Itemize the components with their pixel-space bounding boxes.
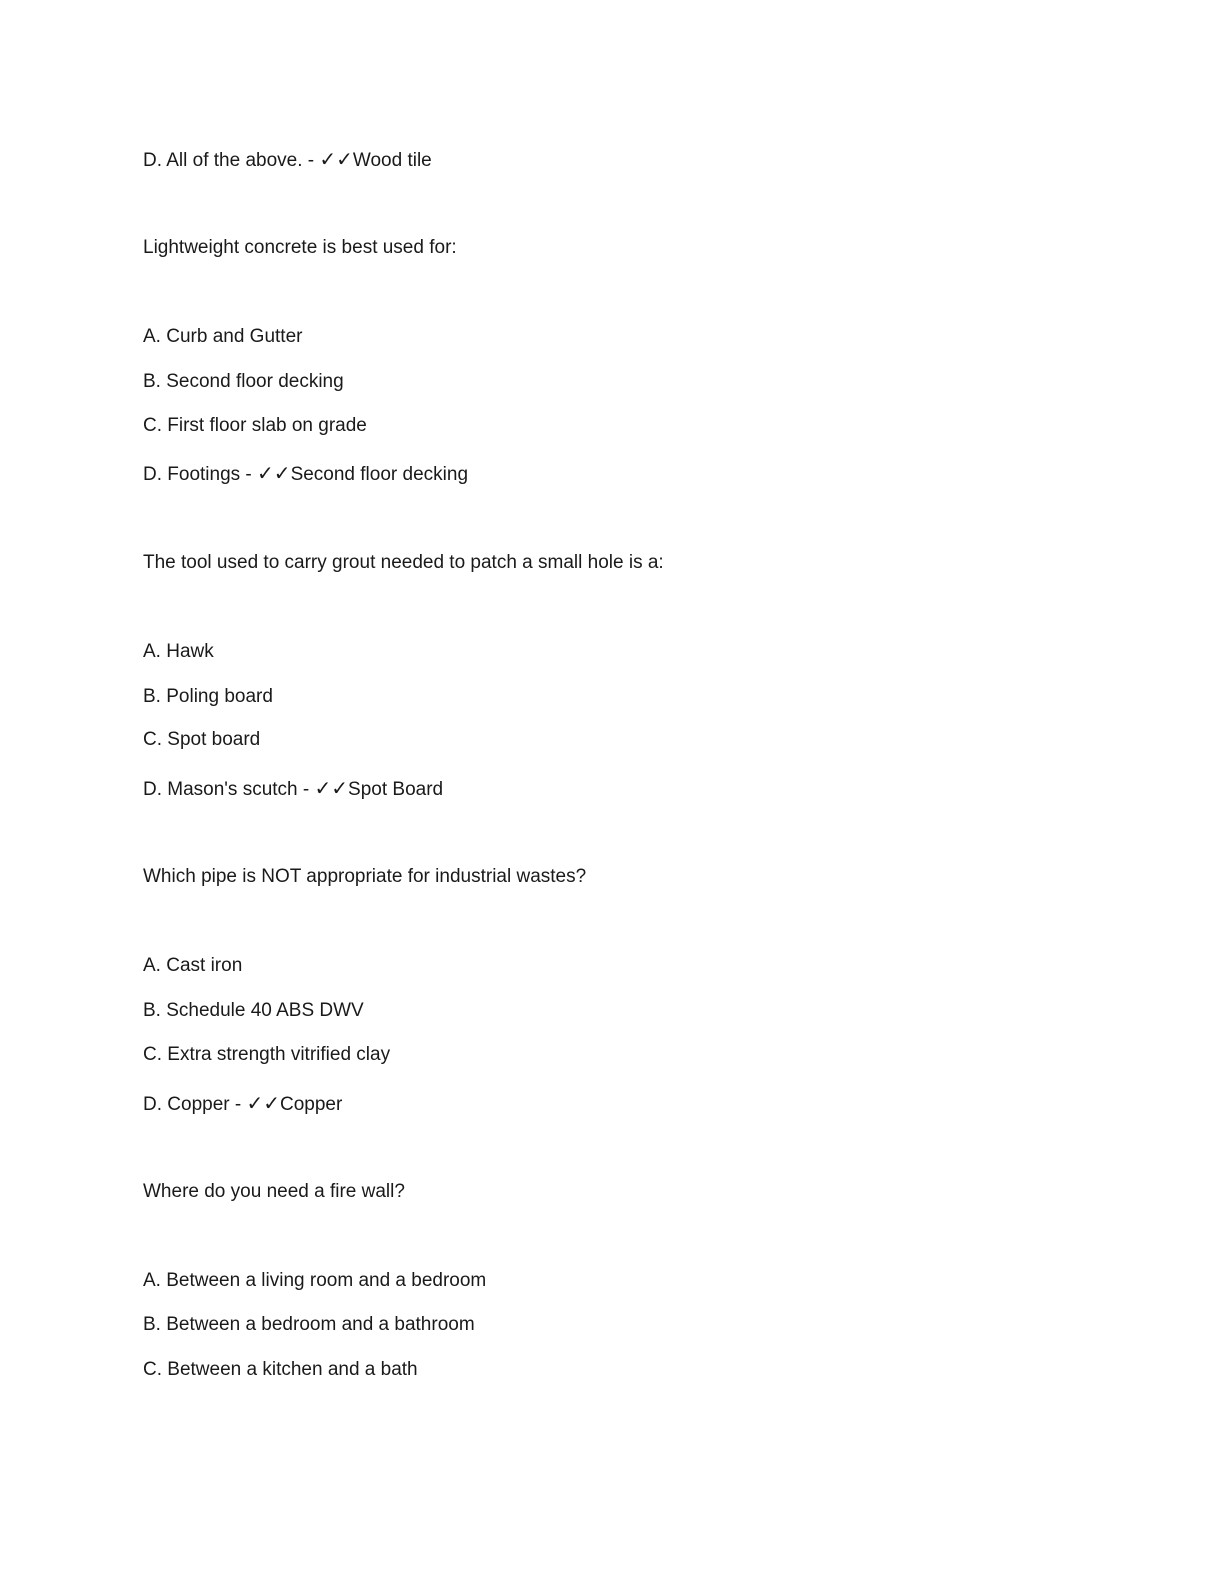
question-1-option-b: B. Second floor decking: [143, 371, 344, 392]
question-3-option-d-text: D. Copper -: [143, 1094, 247, 1115]
question-2-option-c: C. Spot board: [143, 729, 261, 750]
question-3-option-b: B. Schedule 40 ABS DWV: [143, 1000, 364, 1021]
question-3-option-c: C. Extra strength vitrified clay: [143, 1044, 391, 1065]
question-1-option-c: C. First floor slab on grade: [143, 415, 367, 436]
intro-answer-value: Wood tile: [352, 150, 432, 171]
question-3-text: Which pipe is NOT appropriate for industrial wastes?: [143, 866, 587, 887]
question-3-option-d: [143, 1091, 342, 1117]
double-check-icon: ✓✓: [314, 776, 349, 800]
question-4-option-b: B. Between a bedroom and a bathroom: [143, 1314, 475, 1335]
double-check-icon: ✓✓: [246, 1091, 280, 1115]
question-1-text: Lightweight concrete is best used for:: [143, 237, 457, 258]
question-4-text: Where do you need a fire wall?: [143, 1181, 405, 1202]
double-check-icon: ✓✓: [257, 461, 291, 485]
question-2-option-a: A. Hawk: [143, 641, 214, 662]
question-1-option-d: [143, 461, 468, 487]
question-2-option-d-text: D. Mason's scutch -: [143, 779, 315, 800]
question-2-answer: Spot Board: [348, 779, 444, 800]
question-3-option-a: A. Cast iron: [143, 955, 243, 976]
intro-answer-line: [143, 147, 432, 173]
question-3-answer: Copper: [280, 1094, 343, 1115]
question-2-text: The tool used to carry grout needed to patch a small hole is a:: [143, 552, 664, 573]
question-2-option-d: [143, 776, 443, 802]
question-4-option-c: C. Between a kitchen and a bath: [143, 1359, 418, 1380]
question-2-option-b: B. Poling board: [143, 686, 273, 707]
question-4-option-a: A. Between a living room and a bedroom: [143, 1270, 487, 1291]
intro-answer-text: D. All of the above. -: [143, 150, 320, 171]
question-1-option-d-text: D. Footings -: [143, 464, 258, 485]
question-1-answer: Second floor decking: [290, 464, 469, 485]
double-check-icon: ✓✓: [319, 147, 353, 171]
question-1-option-a: A. Curb and Gutter: [143, 326, 303, 347]
